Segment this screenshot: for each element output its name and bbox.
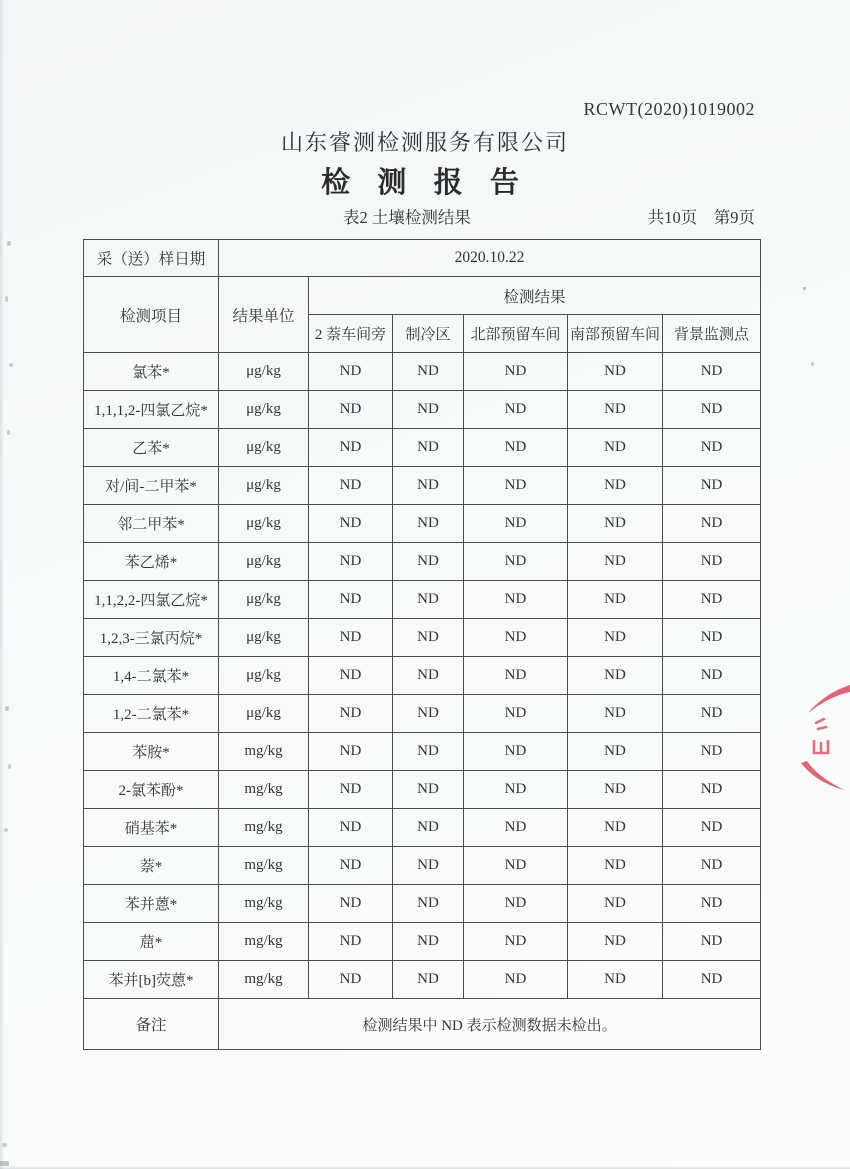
item-column-header: 检测项目	[84, 277, 219, 353]
result-cell: ND	[568, 961, 663, 999]
result-cell: ND	[568, 657, 663, 695]
unit-cell: μg/kg	[219, 429, 309, 467]
result-cell: ND	[568, 695, 663, 733]
result-cell: ND	[663, 885, 761, 923]
result-cell: ND	[568, 771, 663, 809]
result-cell: ND	[309, 923, 393, 961]
result-cell: ND	[309, 961, 393, 999]
location-header: 背景监测点	[663, 315, 761, 353]
table-row	[84, 619, 761, 657]
analyte-name-cell: 苯并蒽*	[84, 885, 219, 923]
result-cell: ND	[393, 923, 464, 961]
unit-column-header: 结果单位	[219, 277, 309, 353]
result-cell: ND	[663, 353, 761, 391]
remark-label: 备注	[84, 999, 219, 1050]
table-row	[84, 391, 761, 429]
results-table	[83, 239, 761, 1050]
unit-cell: mg/kg	[219, 885, 309, 923]
scan-speck	[7, 241, 11, 246]
unit-cell: mg/kg	[219, 847, 309, 885]
result-cell: ND	[568, 847, 663, 885]
header-row-1	[84, 277, 761, 315]
result-cell: ND	[568, 581, 663, 619]
table-row	[84, 961, 761, 999]
table-row	[84, 809, 761, 847]
result-cell: ND	[393, 543, 464, 581]
location-header: 北部预留车间	[464, 315, 568, 353]
scan-speck	[8, 764, 11, 769]
result-cell: ND	[464, 961, 568, 999]
unit-cell: μg/kg	[219, 657, 309, 695]
company-name: 山东睿测检测服务有限公司	[280, 130, 569, 155]
result-cell: ND	[464, 923, 568, 961]
result-cell: ND	[393, 429, 464, 467]
result-cell: ND	[309, 771, 393, 809]
result-cell: ND	[663, 505, 761, 543]
result-cell: ND	[568, 809, 663, 847]
result-cell: ND	[568, 885, 663, 923]
result-cell: ND	[663, 391, 761, 429]
result-cell: ND	[568, 505, 663, 543]
result-cell: ND	[393, 809, 464, 847]
result-group-header: 检测结果	[309, 277, 761, 315]
location-header: 制冷区	[393, 315, 464, 353]
result-cell: ND	[568, 467, 663, 505]
unit-cell: mg/kg	[219, 733, 309, 771]
result-cell: ND	[393, 657, 464, 695]
unit-cell: μg/kg	[219, 467, 309, 505]
result-cell: ND	[663, 961, 761, 999]
result-cell: ND	[393, 847, 464, 885]
table-row	[84, 505, 761, 543]
result-cell: ND	[309, 695, 393, 733]
scan-speck	[811, 362, 814, 366]
result-cell: ND	[464, 733, 568, 771]
result-cell: ND	[393, 619, 464, 657]
result-cell: ND	[309, 581, 393, 619]
analyte-name-cell: 邻二甲苯*	[84, 505, 219, 543]
table-row	[84, 885, 761, 923]
unit-cell: mg/kg	[219, 923, 309, 961]
result-cell: ND	[464, 353, 568, 391]
result-cell: ND	[309, 809, 393, 847]
unit-cell: μg/kg	[219, 581, 309, 619]
result-cell: ND	[393, 961, 464, 999]
table-row	[84, 543, 761, 581]
page-number-info: 共10页 第9页	[647, 208, 755, 227]
stamp-glyph-2	[814, 741, 828, 753]
results-table-body	[84, 240, 761, 1050]
result-cell: ND	[568, 429, 663, 467]
result-cell: ND	[393, 885, 464, 923]
table-row	[84, 353, 761, 391]
result-cell: ND	[309, 657, 393, 695]
unit-cell: mg/kg	[219, 961, 309, 999]
sample-date-label: 采（送）样日期	[84, 240, 219, 277]
table-row	[84, 657, 761, 695]
result-cell: ND	[464, 391, 568, 429]
result-cell: ND	[663, 429, 761, 467]
scan-speck	[803, 287, 806, 290]
analyte-name-cell: 2-氯苯酚*	[84, 771, 219, 809]
location-header: 2 萘车间旁	[309, 315, 393, 353]
table-row	[84, 581, 761, 619]
result-cell: ND	[464, 619, 568, 657]
result-cell: ND	[663, 657, 761, 695]
unit-cell: μg/kg	[219, 543, 309, 581]
result-cell: ND	[393, 733, 464, 771]
table-row	[84, 695, 761, 733]
analyte-name-cell: 乙苯*	[84, 429, 219, 467]
result-cell: ND	[464, 505, 568, 543]
analyte-name-cell: 苯并[b]荧蒽*	[84, 961, 219, 999]
report-title: 检 测 报 告	[321, 167, 529, 199]
result-cell: ND	[663, 543, 761, 581]
remark-row	[84, 999, 761, 1050]
result-cell: ND	[464, 543, 568, 581]
report-number: RCWT(2020)1019002	[583, 99, 755, 119]
result-cell: ND	[309, 429, 393, 467]
table-row	[84, 467, 761, 505]
result-cell: ND	[309, 619, 393, 657]
sample-date-row	[84, 240, 761, 277]
result-cell: ND	[393, 695, 464, 733]
unit-cell: μg/kg	[219, 353, 309, 391]
unit-cell: mg/kg	[219, 809, 309, 847]
analyte-name-cell: 1,4-二氯苯*	[84, 657, 219, 695]
stamp-lower-arc	[801, 761, 844, 790]
scan-speck	[4, 828, 8, 832]
result-cell: ND	[309, 505, 393, 543]
result-cell: ND	[464, 657, 568, 695]
unit-cell: μg/kg	[219, 695, 309, 733]
result-cell: ND	[393, 391, 464, 429]
analyte-name-cell: 1,1,1,2-四氯乙烷*	[84, 391, 219, 429]
result-cell: ND	[309, 885, 393, 923]
result-cell: ND	[464, 695, 568, 733]
result-cell: ND	[393, 771, 464, 809]
result-cell: ND	[568, 923, 663, 961]
table-row	[84, 771, 761, 809]
stamp-glyph-1	[816, 719, 826, 729]
analyte-name-cell: 苯胺*	[84, 733, 219, 771]
result-cell: ND	[393, 353, 464, 391]
analyte-name-cell: 氯苯*	[84, 353, 219, 391]
unit-cell: μg/kg	[219, 505, 309, 543]
unit-cell: μg/kg	[219, 391, 309, 429]
result-cell: ND	[464, 847, 568, 885]
scan-speck	[5, 296, 8, 302]
result-cell: ND	[663, 467, 761, 505]
result-cell: ND	[464, 429, 568, 467]
table-caption: 表2 土壤检测结果	[343, 208, 471, 227]
table-row	[84, 429, 761, 467]
result-cell: ND	[568, 619, 663, 657]
remark-text: 检测结果中 ND 表示检测数据未检出。	[219, 999, 761, 1050]
stamp-upper-arc	[808, 685, 850, 713]
result-cell: ND	[393, 581, 464, 619]
result-cell: ND	[464, 467, 568, 505]
scan-speck	[7, 430, 10, 435]
sample-date-value: 2020.10.22	[219, 240, 761, 277]
result-cell: ND	[663, 581, 761, 619]
analyte-name-cell: 苯乙烯*	[84, 543, 219, 581]
table-row	[84, 847, 761, 885]
analyte-name-cell: 1,2-二氯苯*	[84, 695, 219, 733]
result-cell: ND	[568, 543, 663, 581]
result-cell: ND	[393, 505, 464, 543]
result-cell: ND	[568, 391, 663, 429]
result-cell: ND	[663, 809, 761, 847]
result-cell: ND	[309, 467, 393, 505]
table-row	[84, 923, 761, 961]
partial-red-stamp	[788, 683, 850, 801]
table-row	[84, 733, 761, 771]
result-cell: ND	[663, 733, 761, 771]
result-cell: ND	[309, 733, 393, 771]
result-cell: ND	[393, 467, 464, 505]
result-cell: ND	[464, 581, 568, 619]
analyte-name-cell: 1,2,3-三氯丙烷*	[84, 619, 219, 657]
analyte-name-cell: 萘*	[84, 847, 219, 885]
result-cell: ND	[663, 771, 761, 809]
result-cell: ND	[309, 847, 393, 885]
result-cell: ND	[309, 353, 393, 391]
result-cell: ND	[663, 847, 761, 885]
scan-speck	[5, 706, 9, 711]
scan-speck	[2, 1143, 7, 1147]
result-cell: ND	[568, 733, 663, 771]
scan-speck	[0, 1161, 9, 1166]
result-cell: ND	[568, 353, 663, 391]
result-cell: ND	[309, 543, 393, 581]
location-header: 南部预留车间	[568, 315, 663, 353]
result-cell: ND	[663, 619, 761, 657]
result-cell: ND	[464, 809, 568, 847]
result-cell: ND	[464, 885, 568, 923]
analyte-name-cell: 䓛*	[84, 923, 219, 961]
result-cell: ND	[309, 391, 393, 429]
analyte-name-cell: 对/间-二甲苯*	[84, 467, 219, 505]
result-cell: ND	[663, 695, 761, 733]
analyte-name-cell: 1,1,2,2-四氯乙烷*	[84, 581, 219, 619]
unit-cell: μg/kg	[219, 619, 309, 657]
result-cell: ND	[663, 923, 761, 961]
result-cell: ND	[464, 771, 568, 809]
analyte-name-cell: 硝基苯*	[84, 809, 219, 847]
scan-speck	[9, 363, 13, 367]
unit-cell: mg/kg	[219, 771, 309, 809]
